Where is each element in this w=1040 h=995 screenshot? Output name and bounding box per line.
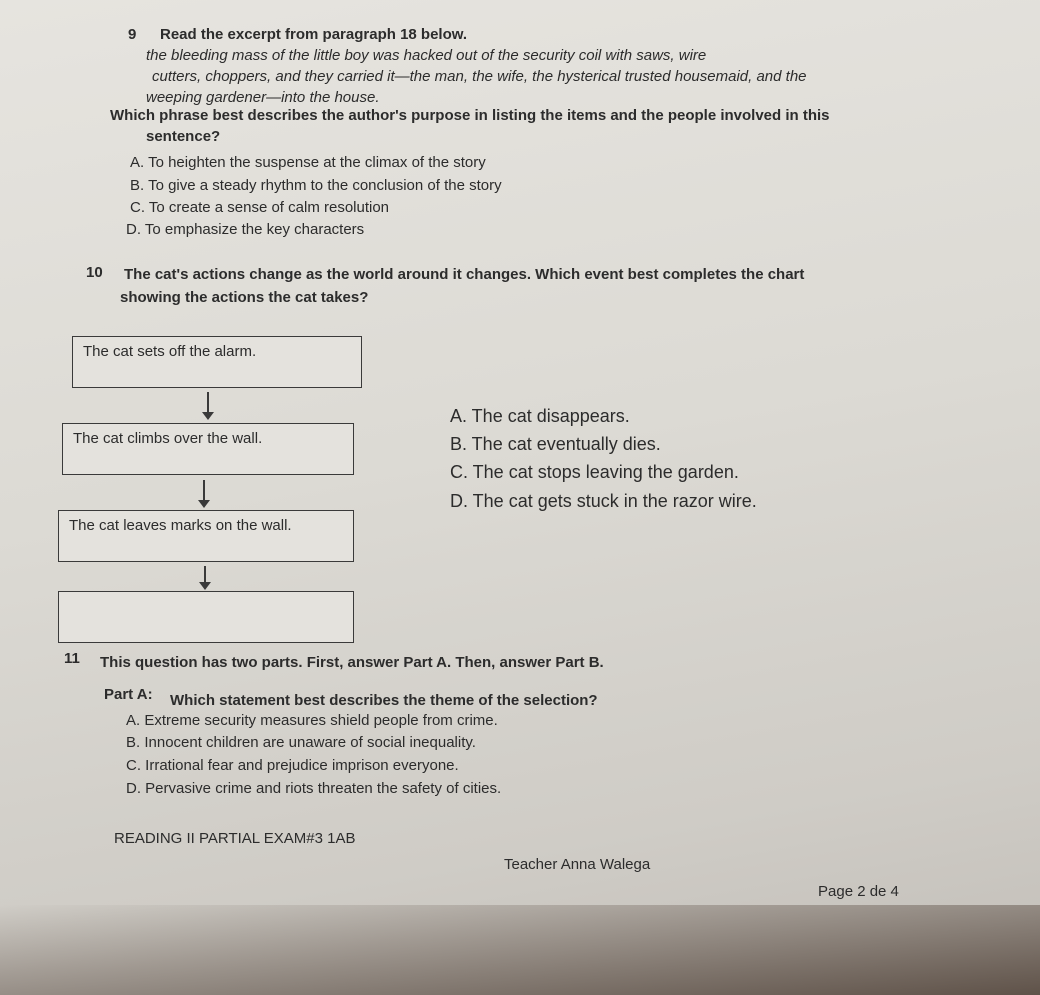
q11-part-a-question: Which statement best describes the theme of the selection? — [170, 692, 598, 709]
chart-box-1-text: The cat sets off the alarm. — [83, 343, 257, 360]
q9-option-b[interactable]: B. To give a steady rhythm to the conclusion of the story — [130, 177, 502, 194]
q9-prompt: Read the excerpt from paragraph 18 below. — [160, 26, 468, 43]
chart-box-2 — [62, 423, 354, 475]
q11-option-d[interactable]: D. Pervasive crime and riots threaten the safety of cities. — [126, 780, 502, 797]
chart-box-3 — [58, 510, 354, 562]
q9-excerpt-line-1: the bleeding mass of the little boy was hacked out of the security coil with saws, wire — [146, 47, 707, 64]
q11-option-b[interactable]: B. Innocent children are unaware of social inequality. — [126, 734, 476, 751]
q10-option-a[interactable]: A. The cat disappears. — [450, 406, 630, 426]
q9-number: 9 — [128, 26, 137, 43]
chart-box-3-text: The cat leaves marks on the wall. — [69, 517, 292, 534]
q11-option-a[interactable]: A. Extreme security measures shield people from crime. — [126, 712, 498, 729]
q10-number: 10 — [86, 264, 103, 281]
chart-box-4-empty[interactable] — [58, 591, 354, 643]
q9-question-line-1: Which phrase best describes the author's purpose in listing the items and the people involved in this — [110, 107, 830, 124]
q9-option-a[interactable]: A. To heighten the suspense at the climax of the story — [130, 154, 486, 171]
chart-box-1 — [72, 336, 362, 388]
footer-teacher: Teacher Anna Walega — [504, 856, 651, 873]
chart-arrow-2 — [203, 480, 205, 502]
q9-question-line-2: sentence? — [146, 128, 221, 145]
chart-arrow-1 — [207, 392, 209, 414]
chart-arrow-3 — [204, 566, 206, 584]
q10-option-c[interactable]: C. The cat stops leaving the garden. — [450, 462, 739, 482]
chart-box-2-text: The cat climbs over the wall. — [73, 430, 263, 447]
footer-page-number: Page 2 de 4 — [818, 883, 899, 900]
q9-excerpt-line-2: cutters, choppers, and they carried it—the man, the wife, the hysterical trusted housemaid, and the — [152, 68, 807, 85]
q10-question-line-1: The cat's actions change as the world around it changes. Which event best completes the chart — [124, 266, 805, 283]
q9-excerpt-line-3: weeping gardener—into the house. — [146, 89, 380, 106]
q9-option-d[interactable]: D. To emphasize the key characters — [126, 221, 365, 238]
q10-option-b[interactable]: B. The cat eventually dies. — [450, 434, 661, 454]
q11-part-a-label: Part A: — [104, 686, 153, 703]
q10-question-line-2: showing the actions the cat takes? — [120, 289, 369, 306]
q10-option-d[interactable]: D. The cat gets stuck in the razor wire. — [450, 491, 757, 511]
q9-option-c[interactable]: C. To create a sense of calm resolution — [130, 199, 390, 216]
q11-number: 11 — [64, 650, 80, 667]
q11-option-c[interactable]: C. Irrational fear and prejudice imprison everyone. — [126, 757, 459, 774]
footer-exam-title: READING II PARTIAL EXAM#3 1AB — [114, 830, 356, 847]
q11-intro: This question has two parts. First, answer Part A. Then, answer Part B. — [100, 654, 604, 671]
photo-shadow — [0, 905, 1040, 995]
